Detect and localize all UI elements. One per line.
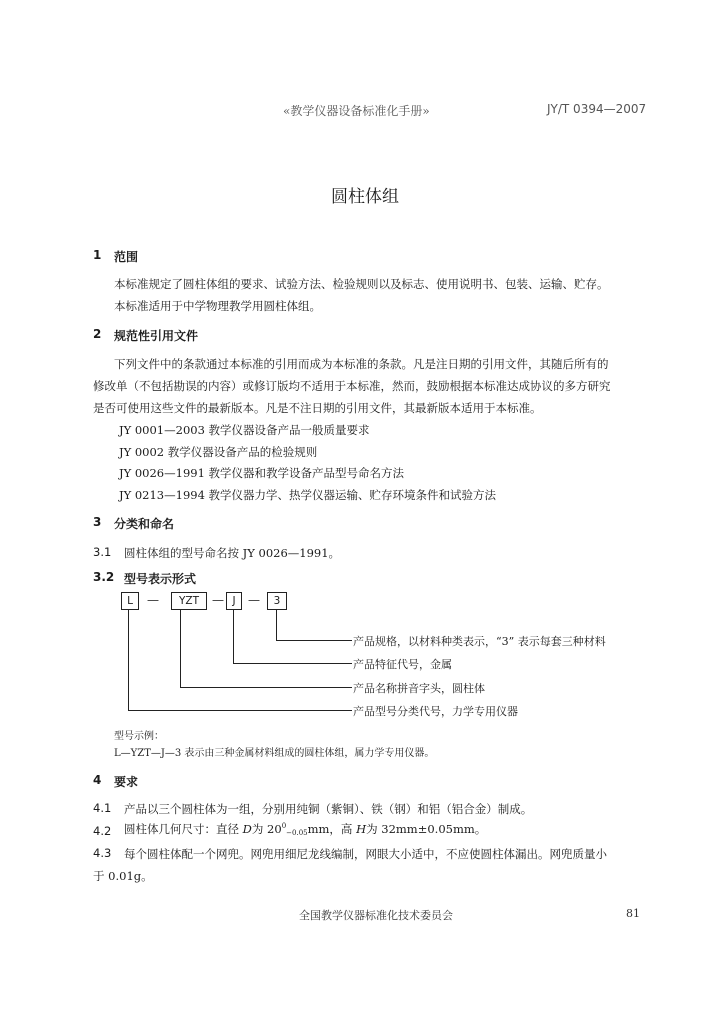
model-box-yzt: YZT bbox=[171, 592, 207, 610]
clause-3-2-heading: 型号表示形式 bbox=[124, 572, 197, 586]
running-header-title: «教学仪器设备标准化手册» bbox=[283, 104, 430, 118]
clause-4-2-number: 4.2 bbox=[93, 824, 112, 838]
clause-4-3-line-2: 于 0.01g。 bbox=[93, 869, 153, 883]
section-2-number: 2 bbox=[93, 327, 102, 341]
clause-4-1-text: 产品以三个圆柱体为一组，分别用纯铜（紫铜）、铁（钢）和铝（铝合金）制成。 bbox=[124, 802, 533, 816]
connector-line bbox=[128, 710, 352, 711]
upper-tolerance: 0 bbox=[281, 822, 287, 830]
connector-line bbox=[128, 610, 129, 710]
model-box-j: J bbox=[226, 592, 242, 610]
section-2-paragraph-line-1: 下列文件中的条款通过本标准的引用而成为本标准的条款。凡是注日期的引用文件，其随后所有的 bbox=[114, 357, 609, 371]
clause-3-1-text: 圆柱体组的型号命名按 JY 0026—1991。 bbox=[124, 546, 341, 560]
connector-line bbox=[276, 640, 352, 641]
section-1-paragraph-2: 本标准适用于中学物理教学用圆柱体组。 bbox=[114, 299, 321, 313]
clause-4-3-line-1: 每个圆柱体配一个网兜。网兜用细尼龙线编制，网眼大小适中，不应使圆柱体漏出。网兜质量小 bbox=[124, 847, 607, 861]
clause-3-2-number: 3.2 bbox=[93, 570, 115, 584]
connector-line bbox=[233, 610, 234, 663]
reference-item: JY 0026—1991 教学仪器和教学设备产品型号命名方法 bbox=[119, 466, 405, 480]
connector-line bbox=[233, 663, 352, 664]
clause-3-1-number: 3.1 bbox=[93, 545, 112, 559]
connector-line bbox=[180, 687, 352, 688]
text-run: 为 20 bbox=[251, 822, 282, 836]
section-2-paragraph-line-3: 是否可使用这些文件的最新版本。凡是不注日期的引用文件，其最新版本适用于本标准。 bbox=[93, 401, 542, 415]
model-box-3: 3 bbox=[267, 592, 287, 610]
height-symbol: H bbox=[356, 822, 367, 836]
classification-label: 产品型号分类代号，力学专用仪器 bbox=[353, 705, 518, 718]
section-1-paragraph-1: 本标准规定了圆柱体组的要求、试验方法、检验规则以及标志、使用说明书、包装、运输、贮存。 bbox=[114, 277, 609, 291]
reference-item: JY 0002 教学仪器设备产品的检验规则 bbox=[119, 445, 318, 459]
section-1-heading: 范围 bbox=[114, 250, 139, 264]
text-run: 为 32mm±0.05mm。 bbox=[366, 822, 487, 836]
clause-4-2-text bbox=[124, 821, 486, 837]
section-2-paragraph-line-2: 修改单（不包括勘误的内容）或修订版均不适用于本标准，然而，鼓励根据本标准达成协议的多方研究 bbox=[93, 379, 611, 393]
document-title: 圆柱体组 bbox=[331, 187, 399, 207]
model-dash: — bbox=[147, 593, 159, 607]
reference-item: JY 0213—1994 教学仪器力学、热学仪器运输、贮存环境条件和试验方法 bbox=[119, 488, 497, 502]
clause-4-1-number: 4.1 bbox=[93, 801, 112, 815]
spec-label: 产品规格，以材料种类表示，“3” 表示每套三种材料 bbox=[353, 635, 606, 648]
section-4-number: 4 bbox=[93, 773, 102, 787]
connector-line bbox=[276, 610, 277, 640]
model-box-l: L bbox=[121, 592, 139, 610]
model-dash: — bbox=[212, 593, 224, 607]
section-1-number: 1 bbox=[93, 248, 102, 262]
clause-4-3-number: 4.3 bbox=[93, 846, 112, 860]
section-3-number: 3 bbox=[93, 515, 102, 529]
standard-number: JY/T 0394—2007 bbox=[547, 102, 647, 116]
footer-committee: 全国教学仪器标准化技术委员会 bbox=[299, 909, 453, 922]
reference-item: JY 0001—2003 教学仪器设备产品一般质量要求 bbox=[119, 423, 370, 437]
section-3-heading: 分类和命名 bbox=[114, 517, 175, 531]
feature-code-label: 产品特征代号，金属 bbox=[353, 658, 452, 671]
connector-line bbox=[180, 610, 181, 687]
section-4-heading: 要求 bbox=[114, 775, 139, 789]
lower-tolerance: −0.05 bbox=[286, 829, 308, 837]
page-number: 81 bbox=[626, 907, 640, 920]
diameter-symbol: D bbox=[242, 822, 252, 836]
model-dash: — bbox=[248, 593, 260, 607]
text-run: mm，高 bbox=[307, 822, 357, 836]
section-2-heading: 规范性引用文件 bbox=[114, 329, 199, 343]
product-name-label: 产品名称拼音字头，圆柱体 bbox=[353, 682, 485, 695]
example-title: 型号示例： bbox=[114, 731, 164, 742]
example-text: L—YZT—J—3 表示由三种金属材料组成的圆柱体组，属力学专用仪器。 bbox=[114, 748, 435, 759]
text-run: 圆柱体几何尺寸：直径 bbox=[124, 822, 243, 836]
